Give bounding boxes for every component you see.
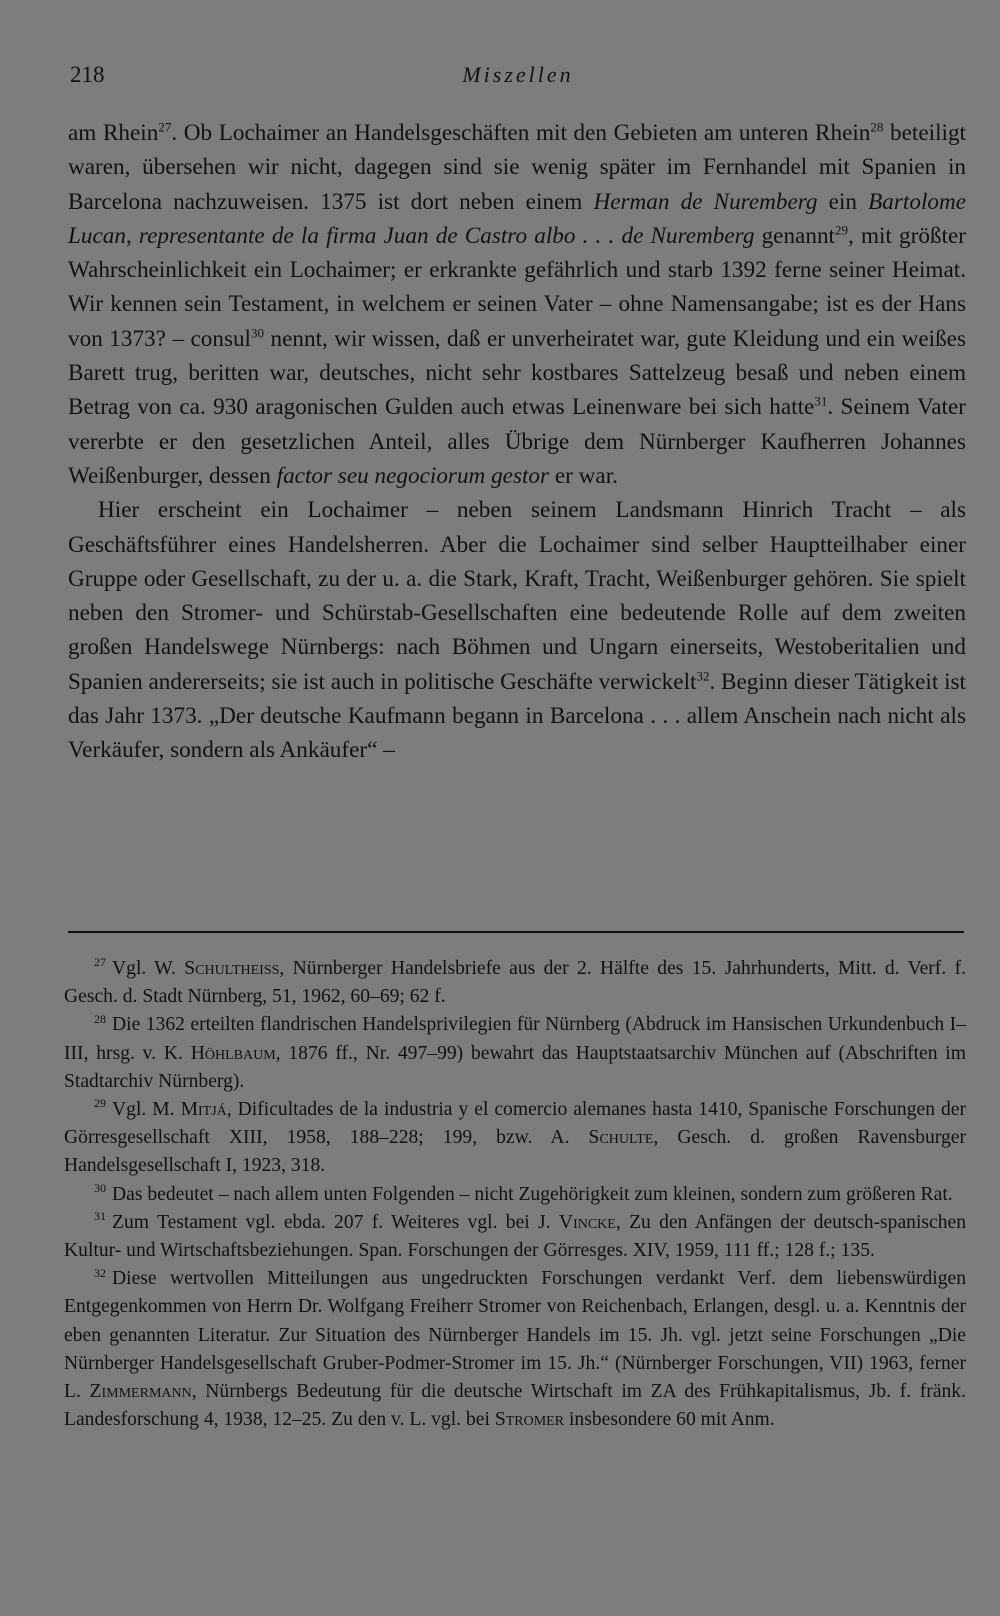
text-run: , mit größter Wahrscheinlichkeit ein Lochaimer; er erkrankte gefährlich und starb 1392 ferne seiner Heimat. Wir kennen sein Testament, in welchem er seinen Vater – ohne Namensangabe; ist es der Hans von 1373? – consul	[68, 222, 966, 352]
footnote-ref-30[interactable]: 30	[251, 325, 265, 341]
text-run: insbesondere 60 mit Anm.	[564, 1409, 775, 1431]
author-name: Schultheiss	[184, 958, 280, 979]
author-name: Mitjá	[180, 1099, 227, 1121]
author-name: Schulte	[588, 1127, 654, 1149]
text-run: Die 1362 erteilten flandrischen Handelsprivilegien für Nürnberg (Abdruck im Hansischen Urkundenbuch I–III, hrsg. v. K.	[64, 1014, 966, 1064]
text-run: . Beginn dieser Tätigkeit ist das Jahr 1373. „Der deutsche Kaufmann begann in Barcelona . . . allem Anschein nach nicht als Verkäufer, sondern als Ankäufer“ –	[68, 668, 966, 764]
footnote-number: 28	[94, 1011, 106, 1026]
page-number: 218	[70, 62, 105, 87]
footnote-ref-31[interactable]: 31	[814, 393, 828, 409]
footnote-31	[64, 1209, 966, 1265]
text-run: er war.	[549, 462, 618, 489]
text-run: beteiligt waren, übersehen wir nicht, dagegen sind sie wenig später im Fernhandel mit Spanien in Barcelona nachzuweisen. 1375 ist dort neben einem	[68, 120, 967, 215]
footnote-29	[64, 1096, 966, 1181]
footnote-ref-28[interactable]: 28	[870, 119, 884, 135]
footnote-number: 31	[94, 1209, 106, 1224]
text-run: , Nürnberger Handelsbriefe aus der 2. Hälfte des 15. Jahrhunderts, Mitt. d. Verf. f. Gesch. d. Stadt Nürnberg, 51, 1962, 60–69; 62 f.	[64, 958, 966, 1008]
paragraph-2	[68, 493, 966, 767]
footnote-32	[64, 1265, 966, 1434]
text-run: Vgl. M.	[112, 1099, 181, 1121]
text-run: . Seinem Vater vererbte er den gesetzlichen Anteil, alles Übrige dem Nürnberger Kaufherren Johannes Weißenburger, dessen	[68, 394, 966, 489]
text-run: . Ob Lochaimer an Handelsgeschäften mit den Gebieten am unteren Rhein	[171, 120, 871, 146]
footnote-ref-27[interactable]: 27	[158, 119, 172, 135]
text-run: , Dificultades de la industria y el comercio alemanes hasta 1410, Spanische Forschungen der Görresgesellschaft XIII, 1958, 188–228; 199, bzw. A.	[64, 1099, 966, 1149]
author-name: Stromer	[494, 1409, 565, 1431]
page-header	[70, 58, 966, 94]
footnote-separator	[68, 931, 964, 933]
footnote-ref-29[interactable]: 29	[834, 222, 848, 238]
text-run: am Rhein	[68, 120, 159, 146]
footnotes	[64, 955, 966, 1434]
author-name: Vincke	[558, 1211, 616, 1233]
footnote-28	[64, 1011, 966, 1096]
text-run: , Gesch. d. großen Ravensburger Handelsgesellschaft I, 1923, 318.	[64, 1127, 966, 1177]
text-run: nennt, wir wissen, daß er unverheiratet war, gute Kleidung und ein weißes Barett trug, beritten war, deutsches, nicht sehr kostbares Sattelzeug besaß und neben einem Betrag von ca. 930 aragonischen Gulden auch etwas Leinenware bei sich hatte	[68, 325, 966, 421]
text-run: Das bedeutet – nach allem unten Folgenden – nicht Zugehörigkeit zum kleinen, sondern zum größeren Rat.	[112, 1183, 953, 1205]
text-run: genannt	[754, 222, 835, 249]
running-head: Miszellen	[462, 62, 574, 87]
footnote-30	[64, 1181, 966, 1209]
italic-latin: factor seu negociorum gestor	[276, 462, 550, 489]
text-run: , Zu den Anfängen der deutsch-spanischen Kultur- und Wirtschaftsbeziehungen. Span. Forschungen der Görresges. XIV, 1959, 111 ff.; 128 f.; 135.	[64, 1211, 966, 1262]
text-run: Vgl. W.	[112, 958, 185, 979]
italic-quote: Bartolome Lucan, representante de la firma Juan de Castro albo . . . de Nuremberg	[68, 188, 967, 249]
italic-name: Herman de Nuremberg	[593, 188, 818, 215]
text-run: , 1876 ff., Nr. 497–99) bewahrt das Hauptstaatsarchiv München auf (Abschriften im Stadtarchiv Nürnberg).	[64, 1042, 966, 1092]
footnote-number: 29	[94, 1096, 106, 1111]
footnote-number: 27	[94, 955, 106, 970]
footnote-number: 30	[94, 1181, 106, 1196]
body-text	[68, 116, 966, 768]
text-run: , Nürnbergs Bedeutung für die deutsche Wirtschaft im ZA des Frühkapitalismus, Jb. f. fränk. Landesforschung 4, 1938, 12–25. Zu den v. L. vgl. bei	[64, 1381, 967, 1431]
text-run: ein	[817, 188, 869, 215]
paragraph-1	[68, 116, 966, 493]
footnote-27	[64, 955, 966, 1011]
author-name: Zimmermann	[89, 1381, 192, 1403]
author-name: Höhlbaum	[190, 1042, 276, 1064]
footnote-number: 32	[94, 1265, 106, 1280]
text-run: Diese wertvollen Mitteilungen aus ungedruckten Forschungen verdankt Verf. dem liebenswürdigen Entgegenkommen von Herrn Dr. Wolfgang Freiherr Stromer von Reichenbach, Erlangen, desgl. u. a. Kenntnis der eben genannten Literatur. Zur Situation des Nürnberger Handels im 15. Jh. vgl. jetzt seine Forschungen „Die Nürnberger Handelsgesellschaft Gruber-Podmer-Stromer im 15. Jh.“ (Nürnberger Forschungen, VII) 1963, ferner L.	[64, 1268, 966, 1403]
text-run: Zum Testament vgl. ebda. 207 f. Weiteres vgl. bei J.	[112, 1211, 559, 1233]
text-run: Hier erscheint ein Lochaimer – neben seinem Landsmann Hinrich Tracht – als Geschäftsführer eines Handelsherren. Aber die Lochaimer sind selber Hauptteilhaber einer Gruppe oder Gesellschaft, zu der u. a. die Stark, Kraft, Tracht, Weißenburger gehören. Sie spielt neben den Stromer- und Schürstab-Gesellschaften eine bedeutende Rolle auf dem zweiten großen Handelswege Nürnbergs: nach Böhmen und Ungarn einerseits, Westoberitalien und Spanien andererseits; sie ist auch in politische Geschäfte verwickelt	[68, 497, 966, 695]
footnote-ref-32[interactable]: 32	[696, 668, 710, 684]
